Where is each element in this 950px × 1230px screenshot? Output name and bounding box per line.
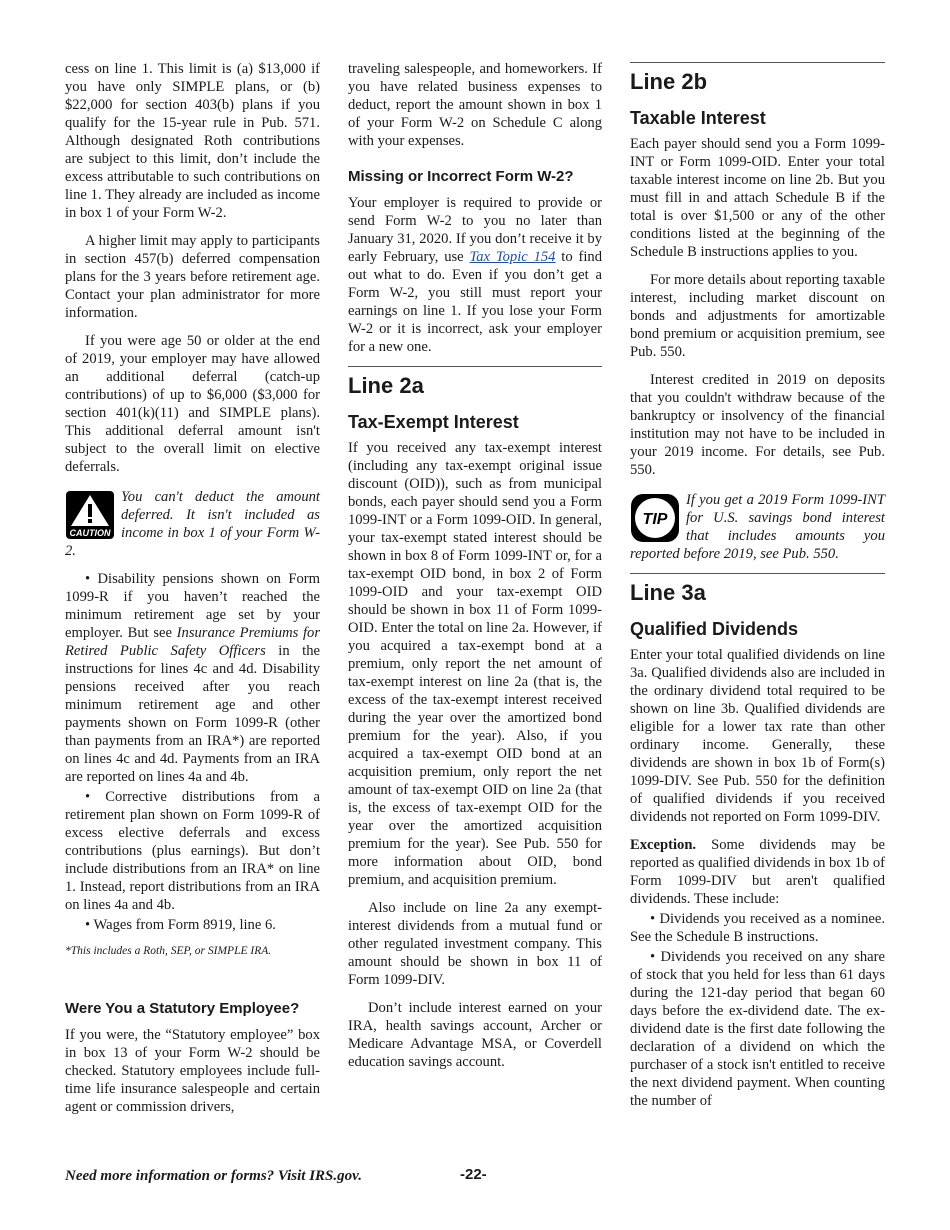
column-3: [630, 60, 885, 1110]
footnote: *This includes a Roth, SEP, or SIMPLE IRA.: [65, 945, 272, 957]
paragraph: Exception. Some dividends may be reported as qualified dividends in box 1b of Form 1099-DIV but aren't qualified dividends. These include:: [630, 837, 885, 907]
paragraph: Your employer is required to provide or send Form W-2 to you no later than January 31, 2020. If you don’t receive it by early February, use Tax Topic 154 to find out what to do. Even if you don’t get a Form W-2, you still must report your earnings on line 1. If you lose your Form W-2 or it is incorrect, ask your employer for a new one.: [348, 195, 602, 355]
tip-note: [630, 491, 885, 563]
paragraph: cess on line 1. This limit is (a) $13,000 if you have only SIMPLE plans, or (b) $22,000 for section 403(b) plans if you qualify for the 15-year rule in Pub. 571. Although designated Roth contributions are subject to this limit, don’t include the excess attributable to such contributions on line 1. They already are included as income in box 1 of your Form W-2.: [65, 61, 320, 221]
caution-icon: [65, 490, 115, 540]
paragraph: Enter your total qualified dividends on line 3a. Qualified dividends also are included in the ordinary dividend total required to be shown on line 3b. Qualified dividends are eligible for a lower tax rate than other ordinary income. Generally, these dividends are shown in box 1b of Form(s) 1099-DIV. See Pub. 550 for the definition of qualified dividends if you received dividends not reported on Form 1099-DIV.: [630, 647, 885, 825]
divider: [630, 573, 885, 574]
paragraph: Each payer should send you a Form 1099-INT or Form 1099-OID. Enter your total taxable interest income on line 2b. But you must fill in and attach Schedule B if the total is over $1,500 or any of the other conditions listed at the beginning of the Schedule B instructions applies to you.: [630, 136, 885, 260]
tip-label: TIP: [642, 511, 668, 528]
paragraph: Don’t include interest earned on your IRA, health savings account, Archer or Medicare Advantage MSA, or Coverdell education savings account.: [348, 1000, 602, 1070]
tip-text: If you get a 2019 Form 1099-INT for U.S. savings bond interest that includes amounts you reported before 2019, see Pub. 550.: [630, 492, 885, 562]
paragraph: If you received any tax-exempt interest (including any tax-exempt original issue discount (OID)), such as from municipal bonds, each payer should send you a Form 1099-INT or a Form 1099-OID. In general, your tax-exempt stated interest should be shown in box 8 of Form 1099-INT or, for a tax-exempt OID bond, in box 2 of Form 1099-OID and your tax-exempt OID should be shown in box 11 of Form 1099-OID. Enter the total on line 2a. However, if you acquired a tax-exempt bond at a premium, only report the net amount of tax-exempt interest on line 2a (that is, the excess of the tax-exempt interest received during the year over the amortized bond premium for the year). Also, if you acquired a tax-exempt OID bond at an acquisition premium, only report the net amount of tax-exempt OID on line 2a (that is, the excess of tax-exempt OID for the year over the amortized acquisition premium for the year). See Pub. 550 for more information about OID, bond premium, and acquisition premium.: [348, 440, 602, 888]
bullet-item: • Corrective distributions from a retirement plan shown on Form 1099-R of excess elective deferrals and excess contributions (plus earnings). But don’t include distributions from an IRA* on line 1. Instead, report distributions from an IRA on lines 4a and 4b.: [65, 789, 320, 913]
tip-icon: [630, 493, 680, 543]
paragraph: Also include on line 2a any exempt-interest dividends from a mutual fund or other regulated investment company. This amount should be shown in box 11 of Form 1099-DIV.: [348, 900, 602, 988]
section-heading: Were You a Statutory Employee?: [65, 1000, 300, 1017]
sub-heading: Taxable Interest: [630, 108, 766, 128]
sub-heading: Tax-Exempt Interest: [348, 412, 519, 432]
caution-label: CAUTION: [69, 528, 111, 538]
divider: [630, 62, 885, 63]
sub-heading: Qualified Dividends: [630, 619, 799, 639]
divider: [348, 366, 602, 367]
bullet-item: • Dividends you received as a nominee. See the Schedule B instructions.: [630, 911, 885, 945]
paragraph: A higher limit may apply to participants in section 457(b) deferred compensation plans for the 3 years before retirement age. Contact your plan administrator for more information.: [65, 233, 320, 321]
caution-note: [65, 488, 320, 560]
line-heading: Line 3a: [630, 580, 706, 605]
tax-topic-link[interactable]: Tax Topic 154: [469, 249, 556, 265]
footer-text: Need more information or forms? Visit IRS.gov.: [65, 1168, 362, 1184]
paragraph: If you were age 50 or older at the end of 2019, your employer may have allowed an additional deferral (catch-up contributions) of up to $6,000 ($3,000 for section 401(k)(11) and SIMPLE plans). This additional deferral amount isn't subject to the overall limit on elective deferrals.: [65, 333, 320, 475]
line-heading: Line 2a: [348, 373, 424, 398]
line-heading: Line 2b: [630, 69, 708, 94]
section-heading: Missing or Incorrect Form W-2?: [348, 168, 574, 185]
caution-text: You can't deduct the amount deferred. It isn't included as income in box 1 of your Form W-2.: [65, 489, 320, 559]
column-1: [65, 60, 320, 1116]
paragraph: Interest credited in 2019 on deposits that you couldn't withdraw because of the bankruptcy or insolvency of the financial institution may not have to be included in your 2019 income. For details, see Pub. 550.: [630, 372, 885, 478]
bullet-item: • Wages from Form 8919, line 6.: [85, 917, 276, 933]
bullet-item: • Disability pensions shown on Form 1099-R if you haven’t reached the minimum retirement age set by your employer. But see Insurance Premiums for Retired Public Safety Officers in the instructions for lines 4c and 4d. Disability pensions received after you reach minimum retirement age and other payments shown on Form 1099-R (other than payments from an IRA*) are reported on lines 4c and 4d. Payments from an IRA are reported on lines 4a and 4b.: [65, 571, 321, 785]
bullet-item: • Dividends you received on any share of stock that you held for less than 61 days during the 121-day period that began 60 days before the ex-dividend date. The ex-dividend date is the first date following the declaration of a dividend on which the purchaser of a stock isn't entitled to receive the next dividend payment. When counting the number of: [630, 949, 885, 1109]
paragraph: traveling salespeople, and homeworkers. If you have related business expenses to deduct, report the amount shown in box 1 of your Form W-2 on Schedule C along with your expenses.: [348, 61, 602, 149]
paragraph: If you were, the “Statutory employee” box in box 13 of your Form W-2 should be checked. Statutory employees include full-time life insurance salespeople and certain agent or commission drivers,: [65, 1027, 320, 1115]
page-number: -22-: [460, 1166, 487, 1183]
paragraph: For more details about reporting taxable interest, including market discount on bonds and adjustments for amortizable bond premium or acquisition premium, see Pub. 550.: [630, 272, 885, 360]
column-2: [348, 60, 602, 1071]
